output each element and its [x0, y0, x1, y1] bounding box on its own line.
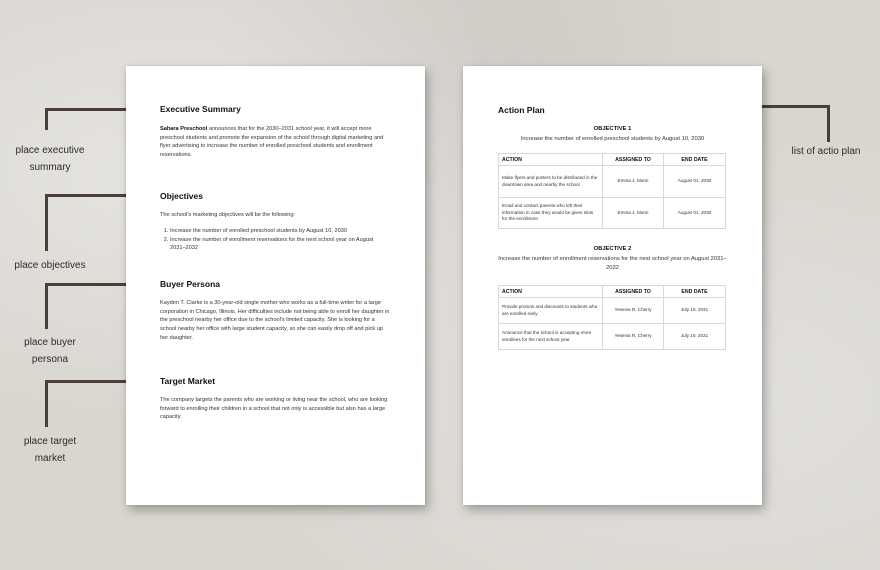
annotation-objectives: place objectives: [14, 260, 86, 271]
assignee-cell: Emma J. Morin: [603, 198, 664, 229]
column-header-action: ACTION: [499, 154, 603, 166]
buyer-persona-text: Kayden T. Clarke is a 30-year-old single mother who works as a full-time writer for a large corporation in Chicago, Illinois. Her difficulties include not being able to enroll her daughter in the preschool nearby her office due to the school's limited capacity. She is looking for a school nearby her office with large student capacity, so she can easily drop off and pick up her daughter.: [160, 300, 390, 341]
target-market-text: The company targets the parents who are working or living near the school, who are looking forward to enrolling their children in a school that not only is accessible but also has a large capacity.: [160, 397, 388, 421]
document-page-right: [463, 66, 762, 505]
assignee-cell: Yesenia R. Cherry: [603, 298, 664, 324]
table-row: [499, 166, 726, 198]
objective-item: 1. Increase the number of enrolled preschool students by August 10, 2030: [170, 227, 390, 236]
school-name: Sahara Preschool: [160, 126, 208, 132]
end-date-cell: July 10, 2031: [664, 324, 726, 350]
objective-1-heading: OBJECTIVE 1: [593, 126, 632, 132]
table-row: [499, 298, 726, 324]
document-page-left: [126, 66, 425, 505]
objectives-heading: Objectives: [160, 191, 203, 201]
objective-item: 2. Increase the number of enrollment reservations for the next school year on August 2031–2032: [170, 236, 390, 253]
annotation-action-plan: list of actio plan: [791, 146, 861, 157]
objective-1-text: Increase the number of enrolled preschool students by August 10, 2030: [520, 136, 705, 142]
annotation-target-market: place target market: [23, 436, 77, 464]
action-plan-heading: Action Plan: [498, 105, 545, 115]
column-header-end-date: END DATE: [664, 154, 726, 166]
action-cell: Make flyers and posters to be distributed in the downtown area and nearby the school: [499, 166, 603, 198]
assignee-cell: Yesenia R. Cherry: [603, 324, 664, 350]
column-header-assigned: ASSIGNED TO: [603, 154, 664, 166]
executive-summary-text: Sahara Preschool announces that for the 2030–2031 school year, it will accept more preschool students and promote the expansion of the school through digital marketing and flyer advertising to increase the number of enrolled preschool students and enrollment reservations.: [160, 126, 384, 159]
table-header-row: [499, 286, 726, 298]
action-cell: Provide promos and discounts to students who are enrolled early: [499, 298, 603, 324]
executive-summary-heading: Executive Summary: [160, 104, 241, 114]
end-date-cell: August 01, 2030: [664, 166, 726, 198]
end-date-cell: July 10, 2031: [664, 298, 726, 324]
objective-2-heading: OBJECTIVE 2: [593, 246, 632, 252]
table-header-row: [499, 154, 726, 166]
annotation-executive-summary: place executive summary: [15, 145, 85, 173]
end-date-cell: August 01, 2030: [664, 198, 726, 229]
table-row: [499, 324, 726, 350]
table-row: [499, 198, 726, 229]
action-cell: Announce that the school is accepting more enrollees for the next school year: [499, 324, 603, 350]
objective-2-text: Increase the number of enrollment reservations for the next school year on August 2031–2032: [498, 256, 727, 271]
column-header-action: ACTION: [499, 286, 603, 298]
objective-1-table: [498, 153, 726, 229]
action-cell: Email and contact parents who left their information in case they would be given slots for the enrollment: [499, 198, 603, 229]
buyer-persona-heading: Buyer Persona: [160, 279, 220, 289]
objectives-list: [160, 227, 390, 253]
objectives-intro: The school's marketing objectives will be the following:: [160, 212, 296, 218]
objective-2-table: [498, 285, 726, 350]
annotation-buyer-persona: place buyer persona: [24, 337, 76, 365]
column-header-end-date: END DATE: [664, 286, 726, 298]
assignee-cell: Emma J. Morin: [603, 166, 664, 198]
column-header-assigned: ASSIGNED TO: [603, 286, 664, 298]
target-market-heading: Target Market: [160, 376, 216, 386]
